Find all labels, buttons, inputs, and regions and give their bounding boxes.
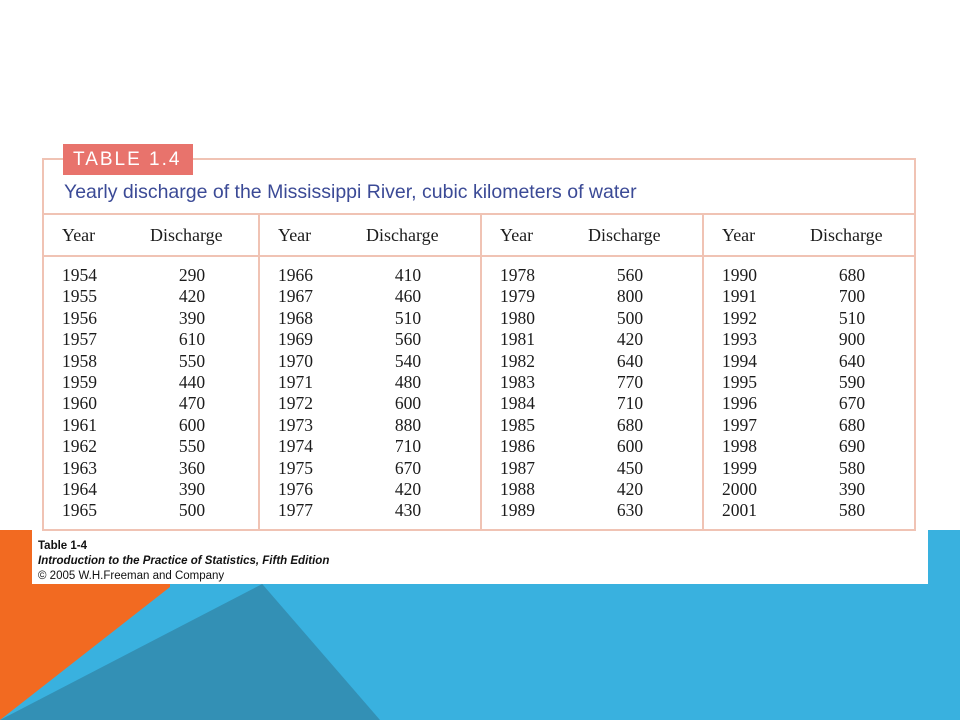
cell-discharge: 700 bbox=[838, 286, 866, 307]
source-book: Introduction to the Practice of Statistics, Fifth Edition bbox=[38, 555, 330, 567]
header-year: Year bbox=[62, 225, 96, 245]
cell-year: 1979 bbox=[500, 286, 535, 307]
cell-year: 1956 bbox=[62, 307, 97, 328]
cell-discharge: 550 bbox=[178, 436, 206, 457]
header-year: Year bbox=[278, 225, 312, 245]
cell-year: 1968 bbox=[278, 307, 313, 328]
header-discharge: Discharge bbox=[366, 225, 439, 245]
cell-discharge: 710 bbox=[394, 436, 422, 457]
cell-discharge: 420 bbox=[616, 479, 644, 499]
cell-year: 1959 bbox=[62, 372, 97, 392]
cell-discharge: 410 bbox=[394, 265, 422, 285]
cell-discharge: 670 bbox=[838, 393, 866, 414]
cell-year: 1997 bbox=[722, 414, 757, 435]
cell-year: 1995 bbox=[722, 372, 757, 392]
header-bottom-rule bbox=[42, 255, 916, 257]
cell-year: 1962 bbox=[62, 436, 97, 457]
cell-discharge: 390 bbox=[838, 479, 866, 499]
cell-discharge: 420 bbox=[178, 286, 206, 307]
cell-discharge: 480 bbox=[394, 372, 422, 392]
cell-year: 1966 bbox=[278, 265, 313, 285]
header-discharge: Discharge bbox=[810, 225, 883, 245]
cell-discharge: 540 bbox=[394, 350, 422, 371]
cell-discharge: 690 bbox=[838, 436, 866, 457]
cell-year: 1992 bbox=[722, 307, 757, 328]
cell-year: 1991 bbox=[722, 286, 757, 307]
table-caption: Yearly discharge of the Mississippi River, cubic kilometers of water bbox=[64, 181, 637, 203]
cell-year: 1972 bbox=[278, 393, 313, 414]
cell-year: 1954 bbox=[62, 265, 97, 285]
cell-discharge: 590 bbox=[838, 372, 866, 392]
cell-discharge: 770 bbox=[616, 372, 644, 392]
cell-discharge: 600 bbox=[394, 393, 422, 414]
cell-discharge: 450 bbox=[616, 457, 644, 478]
cell-discharge: 880 bbox=[394, 414, 422, 435]
cell-year: 1960 bbox=[62, 393, 97, 414]
cell-discharge: 420 bbox=[616, 329, 644, 350]
cell-year: 1955 bbox=[62, 286, 97, 307]
cell-discharge: 550 bbox=[178, 350, 206, 371]
cell-year: 1996 bbox=[722, 393, 757, 414]
cell-year: 1989 bbox=[500, 500, 535, 521]
cell-discharge: 390 bbox=[178, 307, 206, 328]
cell-discharge: 420 bbox=[394, 479, 422, 499]
header-discharge: Discharge bbox=[150, 225, 223, 245]
cell-year: 1963 bbox=[62, 457, 97, 478]
cell-year: 1981 bbox=[500, 329, 535, 350]
header-discharge: Discharge bbox=[588, 225, 661, 245]
cell-discharge: 500 bbox=[616, 307, 644, 328]
cell-discharge: 580 bbox=[838, 500, 866, 521]
cell-discharge: 290 bbox=[178, 265, 206, 285]
cell-year: 1987 bbox=[500, 457, 535, 478]
cell-year: 1957 bbox=[62, 329, 97, 350]
header-year: Year bbox=[500, 225, 534, 245]
cell-year: 1977 bbox=[278, 500, 313, 521]
cell-discharge: 610 bbox=[178, 329, 206, 350]
cell-year: 2000 bbox=[722, 479, 757, 499]
cell-discharge: 680 bbox=[838, 414, 866, 435]
cell-year: 1999 bbox=[722, 457, 757, 478]
cell-discharge: 460 bbox=[394, 286, 422, 307]
cell-year: 1990 bbox=[722, 265, 757, 285]
cell-discharge: 560 bbox=[394, 329, 422, 350]
cell-year: 2001 bbox=[722, 500, 757, 521]
cell-discharge: 560 bbox=[616, 265, 644, 285]
table-number-tag: TABLE 1.4 bbox=[63, 144, 193, 175]
cell-discharge: 900 bbox=[838, 329, 866, 350]
cell-discharge: 630 bbox=[616, 500, 644, 521]
cell-year: 1998 bbox=[722, 436, 757, 457]
cell-discharge: 710 bbox=[616, 393, 644, 414]
cell-discharge: 500 bbox=[178, 500, 206, 521]
cell-year: 1967 bbox=[278, 286, 313, 307]
cell-year: 1974 bbox=[278, 436, 313, 457]
cell-year: 1958 bbox=[62, 350, 97, 371]
cell-discharge: 510 bbox=[394, 307, 422, 328]
source-copyright: © 2005 W.H.Freeman and Company bbox=[38, 570, 225, 582]
cell-discharge: 600 bbox=[178, 414, 206, 435]
column-divider bbox=[480, 214, 482, 531]
cell-year: 1988 bbox=[500, 479, 535, 499]
cell-discharge: 440 bbox=[178, 372, 206, 392]
cell-year: 1973 bbox=[278, 414, 313, 435]
cell-year: 1964 bbox=[62, 479, 97, 499]
cell-year: 1970 bbox=[278, 350, 313, 371]
cell-year: 1975 bbox=[278, 457, 313, 478]
cell-year: 1994 bbox=[722, 350, 757, 371]
cell-year: 1969 bbox=[278, 329, 313, 350]
cell-discharge: 640 bbox=[616, 350, 644, 371]
cell-discharge: 600 bbox=[616, 436, 644, 457]
cell-discharge: 670 bbox=[394, 457, 422, 478]
cell-year: 1983 bbox=[500, 372, 535, 392]
cell-year: 1978 bbox=[500, 265, 535, 285]
cell-discharge: 640 bbox=[838, 350, 866, 371]
column-divider bbox=[258, 214, 260, 531]
cell-year: 1980 bbox=[500, 307, 535, 328]
cell-year: 1982 bbox=[500, 350, 535, 371]
header-year: Year bbox=[722, 225, 756, 245]
cell-year: 1965 bbox=[62, 500, 97, 521]
source-label: Table 1-4 bbox=[38, 540, 87, 552]
header-top-rule bbox=[42, 213, 916, 215]
cell-discharge: 430 bbox=[394, 500, 422, 521]
cell-year: 1976 bbox=[278, 479, 313, 499]
cell-discharge: 680 bbox=[616, 414, 644, 435]
column-divider bbox=[702, 214, 704, 531]
cell-discharge: 470 bbox=[178, 393, 206, 414]
cell-year: 1971 bbox=[278, 372, 313, 392]
cell-discharge: 510 bbox=[838, 307, 866, 328]
cell-year: 1986 bbox=[500, 436, 535, 457]
cell-discharge: 800 bbox=[616, 286, 644, 307]
cell-discharge: 680 bbox=[838, 265, 866, 285]
cell-year: 1961 bbox=[62, 414, 97, 435]
cell-year: 1984 bbox=[500, 393, 535, 414]
cell-year: 1993 bbox=[722, 329, 757, 350]
cell-discharge: 390 bbox=[178, 479, 206, 499]
cell-year: 1985 bbox=[500, 414, 535, 435]
cell-discharge: 360 bbox=[178, 457, 206, 478]
cell-discharge: 580 bbox=[838, 457, 866, 478]
